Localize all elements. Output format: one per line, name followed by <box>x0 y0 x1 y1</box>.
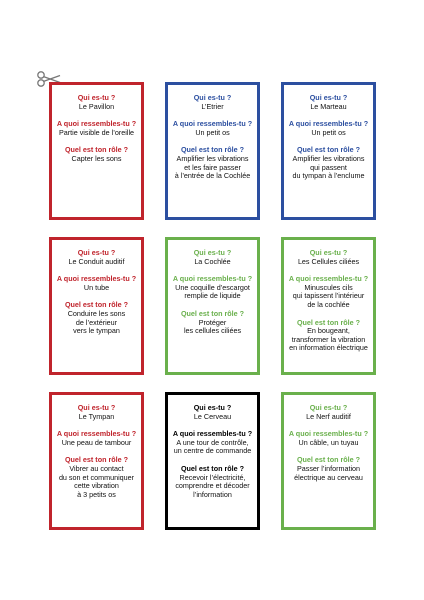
answer-who: La Cochlée <box>194 256 231 266</box>
answer-role: Conduire les sons de l’extérieur vers le tympan <box>67 308 126 336</box>
question-look: A quoi ressembles-tu ? <box>288 274 369 284</box>
question-who: Qui es-tu ? <box>193 403 232 412</box>
answer-who: Le Pavillon <box>78 101 115 111</box>
question-look: A quoi ressembles-tu ? <box>288 119 369 129</box>
answer-role: En bougeant, transformer la vibration en information électrique <box>289 326 368 353</box>
answer-who: Le Conduit auditif <box>68 256 125 266</box>
answer-look: Un petit os <box>311 127 346 137</box>
card <box>165 237 260 375</box>
question-who: Qui es-tu ? <box>193 248 232 257</box>
card <box>281 392 376 530</box>
answer-who: Le Tympan <box>78 411 115 421</box>
answer-look: Une coquille d’escargot remplie de liquide <box>175 282 250 301</box>
answer-look: Un petit os <box>195 127 230 137</box>
answer-role: Vibrer au contact du son et communiquer cette vibration à 3 petits os <box>58 463 135 499</box>
question-role: Quel est ton rôle ? <box>64 145 129 155</box>
question-who: Qui es-tu ? <box>77 248 116 257</box>
card <box>49 392 144 530</box>
question-look: A quoi ressembles-tu ? <box>172 119 253 129</box>
card <box>49 82 144 220</box>
answer-who: Le Nerf auditif <box>306 411 351 421</box>
question-who: Qui es-tu ? <box>309 403 348 412</box>
question-role: Quel est ton rôle ? <box>64 300 129 310</box>
answer-role: Passer l’information électrique au cerveau <box>294 463 363 482</box>
question-role: Quel est ton rôle ? <box>180 145 245 155</box>
question-role: Quel est ton rôle ? <box>296 317 361 327</box>
card <box>165 82 260 220</box>
answer-who: Le Marteau <box>310 101 347 111</box>
answer-role: Capter les sons <box>71 153 122 163</box>
answer-look: Minuscules cils qui tapissent l’intérieur de la cochlée <box>292 282 365 309</box>
question-role: Quel est ton rôle ? <box>180 463 245 473</box>
question-look: A quoi ressembles-tu ? <box>56 429 137 439</box>
question-who: Qui es-tu ? <box>77 93 116 102</box>
question-who: Qui es-tu ? <box>77 403 116 412</box>
question-look: A quoi ressembles-tu ? <box>172 429 253 439</box>
question-role: Quel est ton rôle ? <box>296 145 361 155</box>
answer-who: L’Etrier <box>201 101 224 111</box>
answer-role: Amplifier les vibrations qui passent du tympan à l’enclume <box>292 153 365 181</box>
question-role: Quel est ton rôle ? <box>296 455 361 465</box>
answer-who: Les Cellules ciliées <box>297 256 360 266</box>
answer-look: Un câble, un tuyau <box>298 437 359 447</box>
card <box>281 82 376 220</box>
question-role: Quel est ton rôle ? <box>180 308 245 318</box>
question-look: A quoi ressembles-tu ? <box>172 274 253 284</box>
card <box>281 237 376 375</box>
answer-look: Partie visible de l’oreille <box>58 127 135 137</box>
question-look: A quoi ressembles-tu ? <box>56 274 137 284</box>
answer-role: Recevoir l’électricité, comprendre et décoder l’information <box>175 472 250 499</box>
answer-role: Amplifier les vibrations et les faire passer à l’entrée de la Cochlée <box>174 153 251 181</box>
question-who: Qui es-tu ? <box>309 93 348 102</box>
answer-who: Le Cerveau <box>193 411 232 421</box>
answer-look: Une peau de tambour <box>61 437 132 447</box>
question-look: A quoi ressembles-tu ? <box>288 429 369 439</box>
answer-role: Protéger les cellules ciliées <box>183 317 242 336</box>
card <box>165 392 260 530</box>
question-role: Quel est ton rôle ? <box>64 455 129 465</box>
question-who: Qui es-tu ? <box>309 248 348 257</box>
card <box>49 237 144 375</box>
question-who: Qui es-tu ? <box>193 93 232 102</box>
answer-look: Un tube <box>83 282 110 292</box>
question-look: A quoi ressembles-tu ? <box>56 119 137 129</box>
answer-look: A une tour de contrôle, un centre de commande <box>173 437 252 456</box>
